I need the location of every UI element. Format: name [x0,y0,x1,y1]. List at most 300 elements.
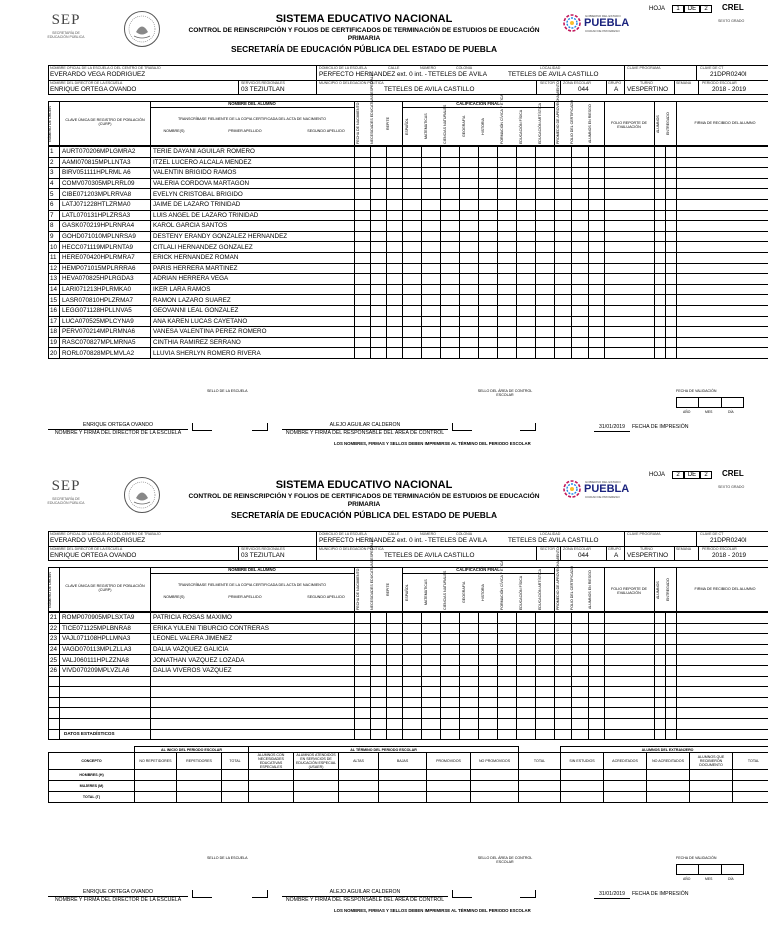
row-empty-cell [387,687,403,698]
row-empty-cell [387,168,403,179]
row-empty-cell [589,655,605,666]
row-empty-cell [517,729,536,740]
row-empty-cell [371,687,387,698]
row-number: 1 [49,147,60,158]
sep-logo-sub1: SECRETARÍA DE [52,31,80,35]
school-periodo: 2018 - 2019 [712,552,747,559]
row-empty-cell [355,687,371,698]
stats-cell[interactable] [647,781,690,792]
row-number: 5 [49,189,60,200]
director-signature-name: ENRIQUE ORTEGA OVANDO [82,422,154,428]
row-empty-cell [460,263,479,274]
row-empty-cell [536,634,555,645]
row-empty-cell [422,644,441,655]
row-empty-cell [460,316,479,327]
sello-area-control: SELLO DEL ÁREA DE CONTROL ESCOLAR [477,389,533,397]
stats-cell[interactable] [379,781,427,792]
row-empty-cell [498,327,517,338]
stats-cell[interactable] [249,792,294,803]
row-empty-cell [460,623,479,634]
form-title: SISTEMA EDUCATIVO NACIONAL [275,13,453,25]
table-row [49,231,768,242]
row-empty-cell [403,729,422,740]
puebla-logo-text: PUEBLA [584,483,630,495]
row-empty-cell [441,644,460,655]
row-empty-cell [677,316,768,327]
row-empty-cell [589,348,605,359]
row-empty-cell [666,178,677,189]
row-empty-cell [555,168,572,179]
row-empty-cell [536,221,555,232]
row-empty-cell [441,337,460,348]
row-empty-cell [371,718,387,729]
row-empty-cell [387,189,403,200]
col-firma-recibido: FIRMA DE RECIBIDO DEL ALUMNO [694,121,756,125]
row-empty-cell [677,634,768,645]
stats-cell[interactable] [647,770,690,781]
col-matematicas: MATEMÁTICAS [424,579,428,606]
label-cct: CLAVE DE CT [700,532,724,536]
row-empty-cell [536,242,555,253]
row-empty-cell [460,147,479,158]
row-empty-cell [517,676,536,687]
stats-col-header: TOTAL [519,753,561,770]
row-student-name [151,708,355,719]
row-empty-cell [536,676,555,687]
row-empty-cell [666,337,677,348]
table-row [49,305,768,316]
row-empty-cell [666,189,677,200]
row-empty-cell [572,305,589,316]
table-row [49,697,768,708]
stats-cell[interactable] [249,781,294,792]
col-civica: FORMACIÓN CÍVICA Y ÉTICA [500,560,504,610]
row-empty-cell [403,644,422,655]
col-calificacion: CALIFICACIÓN FINAL [456,567,500,572]
row-empty-cell [371,199,387,210]
row-empty-cell [403,623,422,634]
col-primer-apellido: PRIMER APELLIDO [228,595,262,599]
label-semana: SEMANA [676,547,692,551]
row-empty-cell [517,718,536,729]
sep-logo [46,478,86,512]
stats-cell[interactable] [379,770,427,781]
stats-col-header: PROMOVIDOS [427,753,471,770]
row-empty-cell [355,305,371,316]
row-number: 11 [49,252,60,263]
row-student-name: LUIS ANGEL DE LAZARO TRINIDAD [151,210,355,221]
school-name: EVERARDO VEGA RODRIGUEZ [50,71,146,78]
row-empty-cell [498,231,517,242]
row-empty-cell [460,718,479,729]
stats-row [49,770,768,781]
row-empty-cell [371,210,387,221]
row-empty-cell [536,210,555,221]
stats-cell[interactable] [471,770,519,781]
col-nec: NECESIDADES EDUCATIVAS ESPECIALES [370,537,374,610]
row-empty-cell [422,231,441,242]
row-student-name [151,718,355,729]
row-student-name: VALERIA CORDOVA MARTAGON [151,178,355,189]
footnote: LOS NOMBRES, FIRMAS Y SELLOS DEBEN IMPRIMIRSE AL TÉRMINO DEL PERIODO ESCOLAR [334,908,531,913]
stats-cell[interactable] [690,792,733,803]
row-empty-cell [479,337,498,348]
row-empty-cell [498,676,517,687]
row-empty-cell [589,305,605,316]
row-empty-cell [655,634,666,645]
col-ed-fisica: EDUCACIÓN FÍSICA [519,575,523,610]
row-empty-cell [555,613,572,624]
row-empty-cell [498,697,517,708]
col-promedio: PROMEDIO DE APROVECHAMIENTO [556,81,560,144]
label-address: DOMICILIO DE LA ESCUELA [319,532,367,536]
row-empty-cell [387,284,403,295]
stats-cell[interactable] [135,781,177,792]
col-folio-reporte: FOLIO REPORTE DE EVALUACIÓN [611,587,647,595]
puebla-logo [562,12,630,36]
form-secretaria: SECRETARÍA DE EDUCACIÓN PÚBLICA DEL ESTADO DE PUEBLA [231,510,497,520]
row-empty-cell [441,242,460,253]
stats-col-header: REPETIDORES [177,753,222,770]
stats-cell[interactable] [294,781,339,792]
row-empty-cell [387,348,403,359]
row-empty-cell [498,687,517,698]
row-number: 14 [49,284,60,295]
stats-row-label: MUJERES (M) [49,781,135,792]
row-empty-cell [655,613,666,624]
row-empty-cell [589,327,605,338]
row-empty-cell [387,665,403,676]
row-empty-cell [555,676,572,687]
row-empty-cell [498,274,517,285]
stats-cell[interactable] [177,781,222,792]
row-empty-cell [441,199,460,210]
row-empty-cell [655,189,666,200]
stats-cell[interactable] [222,770,249,781]
stats-cell[interactable] [733,792,768,803]
row-empty-cell [572,189,589,200]
row-empty-cell [589,284,605,295]
stats-cell[interactable] [647,792,690,803]
dia-label: DÍA [728,410,734,414]
fecha-validacion-box [676,864,744,875]
ano-label: AÑO [683,410,691,414]
stats-cell[interactable] [339,781,379,792]
row-empty-cell [387,697,403,708]
row-empty-cell [517,623,536,634]
row-empty-cell [536,305,555,316]
row-empty-cell [589,263,605,274]
col-nombres: NOMBRE(S) [163,595,185,599]
row-empty-cell [371,327,387,338]
row-empty-cell [677,178,768,189]
label-municipio: MUNICIPIO O DELEGACIÓN POLÍTICA [319,81,384,85]
row-empty-cell [572,147,589,158]
document-code: CREL [722,3,744,12]
row-empty-cell [572,613,589,624]
col-num-orden: NÚMERO DE ORDEN [48,106,52,142]
stats-cell[interactable] [519,792,561,803]
stats-cell[interactable] [604,770,647,781]
row-empty-cell [666,242,677,253]
sep-logo-sub2: EDUCACIÓN PÚBLICA [47,35,85,39]
row-empty-cell [460,337,479,348]
puebla-logo-top: GOBIERNO DEL ESTADO [585,14,621,18]
row-empty-cell [536,665,555,676]
row-empty-cell [677,284,768,295]
row-empty-cell [605,157,655,168]
row-curp [60,708,151,719]
row-empty-cell [517,295,536,306]
row-empty-cell [655,305,666,316]
col-matematicas: MATEMÁTICAS [424,113,428,140]
stats-cell[interactable] [561,792,604,803]
row-empty-cell [555,316,572,327]
row-empty-cell [479,210,498,221]
row-empty-cell [422,718,441,729]
row-empty-cell [355,199,371,210]
row-empty-cell [605,337,655,348]
row-empty-cell [589,718,605,729]
table-row [49,252,768,263]
row-empty-cell [666,252,677,263]
row-empty-cell [666,729,677,740]
row-empty-cell [479,231,498,242]
row-number: 9 [49,231,60,242]
hoja-number: 1 [672,5,684,13]
row-empty-cell [655,676,666,687]
row-empty-cell [355,665,371,676]
stats-cell[interactable] [249,770,294,781]
row-empty-cell [460,697,479,708]
row-number: 15 [49,295,60,306]
row-curp: VAJL071108HPLLMNA3 [60,634,151,645]
row-curp: LASR070810HPLZRMA7 [60,295,151,306]
stats-cell[interactable] [339,792,379,803]
row-empty-cell [572,210,589,221]
row-empty-cell [589,665,605,676]
col-firma-recibido: FIRMA DE RECIBIDO DEL ALUMNO [694,587,756,591]
row-empty-cell [655,697,666,708]
row-empty-cell [517,242,536,253]
row-empty-cell [460,157,479,168]
row-empty-cell [422,274,441,285]
row-empty-cell [589,697,605,708]
row-empty-cell [498,623,517,634]
row-empty-cell [441,168,460,179]
row-empty-cell [498,252,517,263]
fecha-impresion-value: 31/01/2019 [599,891,625,897]
coat-of-arms-icon [124,11,160,47]
stats-cell[interactable] [604,792,647,803]
row-curp [60,718,151,729]
row-empty-cell [555,634,572,645]
row-empty-cell [605,147,655,158]
row-number: 7 [49,210,60,221]
row-curp: AAMI070815MPLLNTA3 [60,157,151,168]
puebla-emblem-icon [562,478,582,500]
row-empty-cell [677,221,768,232]
row-empty-cell [387,655,403,666]
director-signature-name: ENRIQUE ORTEGA OVANDO [82,889,154,895]
row-empty-cell [677,199,768,210]
stats-cell[interactable] [471,792,519,803]
form-secretaria: SECRETARÍA DE EDUCACIÓN PÚBLICA DEL ESTADO DE PUEBLA [231,44,497,54]
row-empty-cell [666,644,677,655]
stats-concepto: CONCEPTO [49,753,135,770]
row-empty-cell [605,178,655,189]
row-empty-cell [589,178,605,189]
row-number: 3 [49,168,60,179]
row-empty-cell [536,263,555,274]
row-number [49,687,60,698]
row-empty-cell [422,687,441,698]
row-empty-cell [479,687,498,698]
row-empty-cell [589,210,605,221]
stats-cell[interactable] [177,792,222,803]
row-empty-cell [517,655,536,666]
form-level: PRIMARIA [347,35,381,42]
row-empty-cell [517,316,536,327]
row-empty-cell [498,284,517,295]
row-empty-cell [666,623,677,634]
row-empty-cell [605,676,655,687]
document-code: CREL [722,469,744,478]
school-municipio: TETELES DE AVILA CASTILLO [384,86,475,93]
label-grupo: GRUPO [608,81,622,85]
row-number: 24 [49,644,60,655]
row-empty-cell [517,337,536,348]
row-empty-cell [371,274,387,285]
row-empty-cell [441,676,460,687]
row-empty-cell [479,178,498,189]
row-empty-cell [589,221,605,232]
row-empty-cell [371,221,387,232]
col-alumnos-riesgo: ALUMNOS EN RIESGO [588,104,592,144]
stats-cell[interactable] [135,770,177,781]
col-historia: HISTORIA [481,584,485,601]
row-empty-cell [605,199,655,210]
row-empty-cell [355,655,371,666]
row-empty-cell [441,274,460,285]
stats-cell[interactable] [690,770,733,781]
stats-cell[interactable] [339,770,379,781]
label-zona: ZONA ESCOLAR [563,81,591,85]
stats-cell[interactable] [294,792,339,803]
row-empty-cell [387,274,403,285]
row-empty-cell [555,348,572,359]
row-empty-cell [655,665,666,676]
stats-cell[interactable] [222,792,249,803]
row-empty-cell [605,613,655,624]
row-empty-cell [589,337,605,348]
row-empty-cell [555,623,572,634]
stats-cell[interactable] [561,781,604,792]
row-empty-cell [371,305,387,316]
row-empty-cell [387,295,403,306]
stats-row-label: TOTAL (T) [49,792,135,803]
row-empty-cell [403,147,422,158]
row-empty-cell [666,708,677,719]
row-empty-cell [403,687,422,698]
stats-cell[interactable] [733,770,768,781]
row-empty-cell [666,613,677,624]
stats-cell[interactable] [561,770,604,781]
row-empty-cell [403,252,422,263]
row-empty-cell [572,655,589,666]
row-empty-cell [536,199,555,210]
row-empty-cell [479,242,498,253]
stats-cell[interactable] [471,781,519,792]
row-empty-cell [536,231,555,242]
row-empty-cell [498,147,517,158]
hoja-number: 2 [672,471,684,479]
stats-cell[interactable] [604,781,647,792]
row-empty-cell [460,665,479,676]
row-curp: LUCA070525MPLCYNA9 [60,316,151,327]
row-empty-cell [371,613,387,624]
row-empty-cell [355,295,371,306]
row-empty-cell [572,231,589,242]
stats-cell[interactable] [733,781,768,792]
grade-note: SEXTO GRADO [718,19,745,23]
stats-cell[interactable] [690,781,733,792]
puebla-logo-sub: CIUDAD DE PROGRESO [585,495,620,499]
row-empty-cell [479,295,498,306]
row-empty-cell [655,295,666,306]
row-empty-cell [655,337,666,348]
row-empty-cell [572,729,589,740]
stats-cell[interactable] [519,770,561,781]
row-student-name: ADRIAN HERRERA VEGA [151,274,355,285]
row-number: 23 [49,634,60,645]
school-regional: 03 TEZIUTLAN [241,552,285,559]
row-empty-cell [403,305,422,316]
row-empty-cell [555,718,572,729]
row-curp: LATL070131HPLZRSA3 [60,210,151,221]
row-empty-cell [441,655,460,666]
row-empty-cell [479,613,498,624]
row-empty-cell [605,655,655,666]
col-fecha-nac: FECHA DE NACIMIENTO [356,568,360,610]
row-number: 16 [49,305,60,316]
stats-cell[interactable] [294,770,339,781]
row-empty-cell [572,263,589,274]
stats-cell[interactable] [177,770,222,781]
row-curp: HEMP071015MPLRRRA6 [60,263,151,274]
school-zona: 044 [578,86,589,93]
stats-cell[interactable] [427,770,471,781]
stats-cell[interactable] [222,781,249,792]
row-empty-cell [371,295,387,306]
stats-cell[interactable] [135,792,177,803]
stats-cell[interactable] [427,792,471,803]
stats-cell[interactable] [519,781,561,792]
row-empty-cell [555,231,572,242]
row-number: 12 [49,263,60,274]
row-empty-cell [517,221,536,232]
row-empty-cell [371,189,387,200]
row-empty-cell [422,263,441,274]
row-empty-cell [655,231,666,242]
row-empty-cell [605,697,655,708]
stats-cell[interactable] [379,792,427,803]
stats-cell[interactable] [427,781,471,792]
school-turno: VESPERTINO [627,552,669,559]
row-empty-cell [666,221,677,232]
col-ciencias: CIENCIAS NATURALES [443,104,447,144]
row-empty-cell [403,210,422,221]
